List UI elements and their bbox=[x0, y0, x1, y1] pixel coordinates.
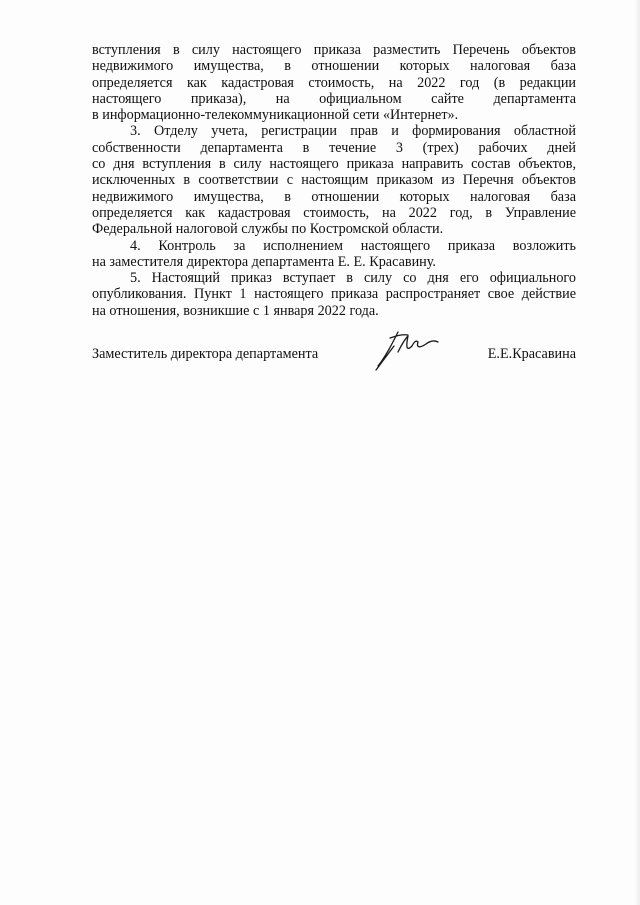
text-line: определяется как кадастровая стоимость, на 2022 год (в редакции bbox=[92, 74, 576, 91]
text-line: со дня вступления в силу настоящего приказа направить состав объектов, bbox=[92, 156, 576, 173]
text-line: недвижимого имущества, в отношении которых налоговая база bbox=[92, 188, 576, 205]
text-line: вступления в силу настоящего приказа разместить Перечень объектов bbox=[92, 42, 576, 58]
paragraph-5 bbox=[92, 270, 576, 319]
text-line: 5. Настоящий приказ вступает в силу со дня его официального bbox=[130, 270, 576, 287]
text-line: Федеральной налоговой службы по Костромской области. bbox=[92, 221, 444, 238]
signature-block bbox=[92, 340, 576, 380]
text-line: исключенных в соответствии с настоящим приказом из Перечня объектов bbox=[92, 172, 576, 189]
signatory-name: Е.Е.Красавина bbox=[487, 346, 576, 362]
text-line: недвижимого имущества, в отношении которых налоговая база bbox=[92, 58, 576, 75]
text-line: опубликования. Пункт 1 настоящего приказа распространяет свое действие bbox=[92, 286, 576, 303]
handwritten-signature bbox=[372, 326, 442, 374]
text-line: собственности департамента в течение 3 (трех) рабочих дней bbox=[92, 139, 576, 156]
paragraph-2-continuation bbox=[92, 42, 576, 123]
signatory-position: Заместитель директора департамента bbox=[92, 346, 319, 362]
paragraph-3 bbox=[92, 123, 576, 237]
text-line: настоящего приказа), на официальном сайте департамента bbox=[92, 90, 576, 107]
document-body bbox=[92, 42, 576, 319]
text-line: определяется как кадастровая стоимость, на 2022 год, в Управление bbox=[92, 204, 576, 221]
text-line: в информационно-телекоммуникационной сети «Интернет». bbox=[92, 107, 459, 124]
text-line: на заместителя директора департамента Е. Е. Красавину. bbox=[92, 253, 436, 270]
paragraph-4 bbox=[92, 238, 576, 271]
text-line: 4. Контроль за исполнением настоящего приказа возложить bbox=[130, 237, 576, 254]
text-line: 3. Отделу учета, регистрации прав и формирования областной bbox=[130, 123, 576, 140]
text-line: на отношения, возникшие с 1 января 2022 года. bbox=[92, 302, 379, 319]
page-edge-shadow bbox=[634, 0, 640, 905]
